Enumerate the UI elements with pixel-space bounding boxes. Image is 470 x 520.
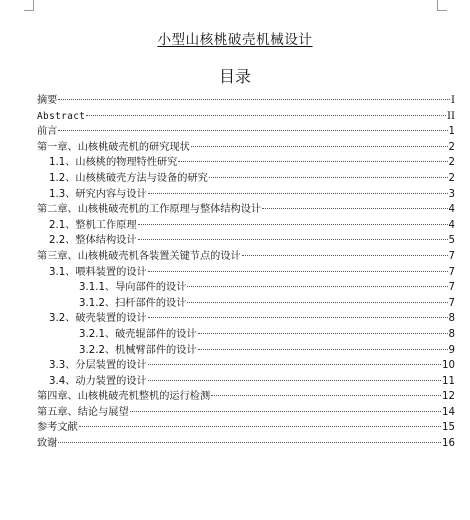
toc-entry-page-number: 8: [448, 313, 455, 325]
toc-entry-label: 第五章、结论与展望: [37, 406, 129, 418]
toc-dot-leader: [58, 99, 450, 100]
toc-entry[interactable]: [37, 109, 455, 125]
toc-dot-leader: [148, 193, 448, 194]
toc-entry-label: 3.4、动力装置的设计: [49, 375, 147, 387]
toc-entry-page-number: 14: [442, 406, 455, 418]
toc-entry[interactable]: [37, 249, 455, 265]
toc-entry-page-number: 10: [442, 360, 455, 372]
toc-entry[interactable]: [37, 327, 455, 343]
toc-entry-page-number: 3: [448, 188, 455, 200]
toc-entry-label: 3.2.2、机械臂部件的设计: [79, 344, 197, 356]
toc-entry-label: 2.2、整体结构设计: [49, 235, 137, 247]
toc-entry-label: 第一章、山核桃破壳机的研究现状: [37, 141, 190, 153]
toc-entry-page-number: 8: [448, 328, 455, 340]
document-title: 小型山核桃破壳机械设计: [157, 32, 313, 48]
toc-entry-page-number: 2: [448, 172, 455, 184]
toc-entry[interactable]: [37, 124, 455, 140]
toc-entry[interactable]: [37, 233, 455, 249]
toc-entry-label: 参考文献: [37, 422, 78, 434]
toc-entry-page-number: 7: [448, 282, 455, 294]
toc-dot-leader: [138, 224, 448, 225]
toc-entry[interactable]: [37, 280, 455, 296]
toc-entry[interactable]: [37, 93, 455, 109]
toc-entry-page-number: 7: [448, 250, 455, 262]
toc-dot-leader: [148, 317, 448, 318]
toc-dot-leader: [191, 146, 448, 147]
toc-entry[interactable]: [37, 436, 455, 452]
toc-entry-label: 3.1.1、导向部件的设计: [79, 282, 187, 294]
toc-entry-label: 2.1、整机工作原理: [49, 219, 137, 231]
crop-mark-top-right: [437, 0, 447, 11]
toc-entry-page-number: 7: [448, 297, 455, 309]
toc-entry-label: 3.3、分层装置的设计: [49, 360, 147, 372]
toc-entry-page-number: 16: [442, 438, 455, 450]
toc-entry-page-number: 9: [448, 344, 455, 356]
toc-entry-label: 3.2.1、破壳辊部件的设计: [79, 328, 197, 340]
toc-entry-page-number: II: [446, 110, 455, 122]
toc-dot-leader: [198, 349, 448, 350]
toc-entry[interactable]: [37, 140, 455, 156]
toc-dot-leader: [187, 302, 447, 303]
toc-dot-leader: [148, 271, 448, 272]
toc-entry-label: 前言: [37, 126, 58, 138]
toc-entry-page-number: 4: [448, 204, 455, 216]
toc-entry-label: 1.3、研究内容与设计: [49, 188, 147, 200]
toc-entry[interactable]: [37, 420, 455, 436]
toc-entry-label: 3.1、喂料装置的设计: [49, 266, 147, 278]
toc-dot-leader: [198, 333, 448, 334]
toc-entry-page-number: 15: [442, 422, 455, 434]
toc-entry-label: 1.2、山核桃破壳方法与设备的研究: [49, 172, 208, 184]
toc-dot-leader: [79, 426, 441, 427]
toc-entry[interactable]: [37, 389, 455, 405]
toc-dot-leader: [86, 115, 446, 116]
toc-entry-label: 1.1、山核桃的物理特性研究: [49, 157, 178, 169]
toc-dot-leader: [148, 380, 441, 381]
toc-entry-label: 第三章、山核桃破壳机各装置关键节点的设计: [37, 250, 241, 262]
toc-entry-label: 致谢: [37, 438, 58, 450]
toc-dot-leader: [209, 177, 448, 178]
toc-entry-page-number: I: [450, 95, 455, 106]
toc-entry-page-number: 4: [448, 219, 455, 231]
toc-dot-leader: [138, 239, 448, 240]
toc-dot-leader: [148, 364, 441, 365]
toc-dot-leader: [178, 161, 447, 162]
toc-entry-label: 3.1.2、扫杆部件的设计: [79, 297, 187, 309]
table-of-contents: [37, 93, 455, 452]
toc-entry[interactable]: [37, 311, 455, 327]
toc-entry-label: 摘要: [37, 95, 58, 106]
toc-dot-leader: [187, 286, 447, 287]
toc-entry[interactable]: [37, 202, 455, 218]
toc-entry-page-number: 5: [448, 235, 455, 247]
toc-entry-page-number: 7: [448, 266, 455, 278]
toc-entry-label: 第二章、山核桃破壳机的工作原理与整体结构设计: [37, 204, 262, 216]
toc-entry-label: 3.2、破壳装置的设计: [49, 313, 147, 325]
toc-dot-leader: [58, 130, 447, 131]
crop-mark-top-left: [24, 0, 34, 11]
toc-heading: 目录: [218, 67, 251, 86]
toc-dot-leader: [242, 255, 448, 256]
toc-entry[interactable]: [37, 155, 455, 171]
toc-dot-leader: [211, 395, 441, 396]
toc-entry-label: 第四章、山核桃破壳机整机的运行检测: [37, 391, 211, 403]
toc-entry[interactable]: [37, 218, 455, 234]
toc-dot-leader: [262, 208, 447, 209]
toc-entry-label: Abstract: [37, 110, 86, 122]
toc-entry-page-number: 1: [448, 126, 455, 138]
toc-entry-page-number: 2: [448, 157, 455, 169]
toc-entry[interactable]: [37, 296, 455, 312]
toc-dot-leader: [58, 442, 441, 443]
toc-entry[interactable]: [37, 265, 455, 281]
toc-entry-page-number: 2: [448, 141, 455, 153]
toc-entry[interactable]: [37, 405, 455, 421]
toc-entry[interactable]: [37, 358, 455, 374]
toc-dot-leader: [130, 411, 441, 412]
toc-entry[interactable]: [37, 187, 455, 203]
toc-entry[interactable]: [37, 374, 455, 390]
toc-entry-page-number: 12: [442, 391, 455, 403]
toc-entry-page-number: 11: [442, 375, 455, 387]
toc-entry[interactable]: [37, 343, 455, 359]
toc-entry[interactable]: [37, 171, 455, 187]
